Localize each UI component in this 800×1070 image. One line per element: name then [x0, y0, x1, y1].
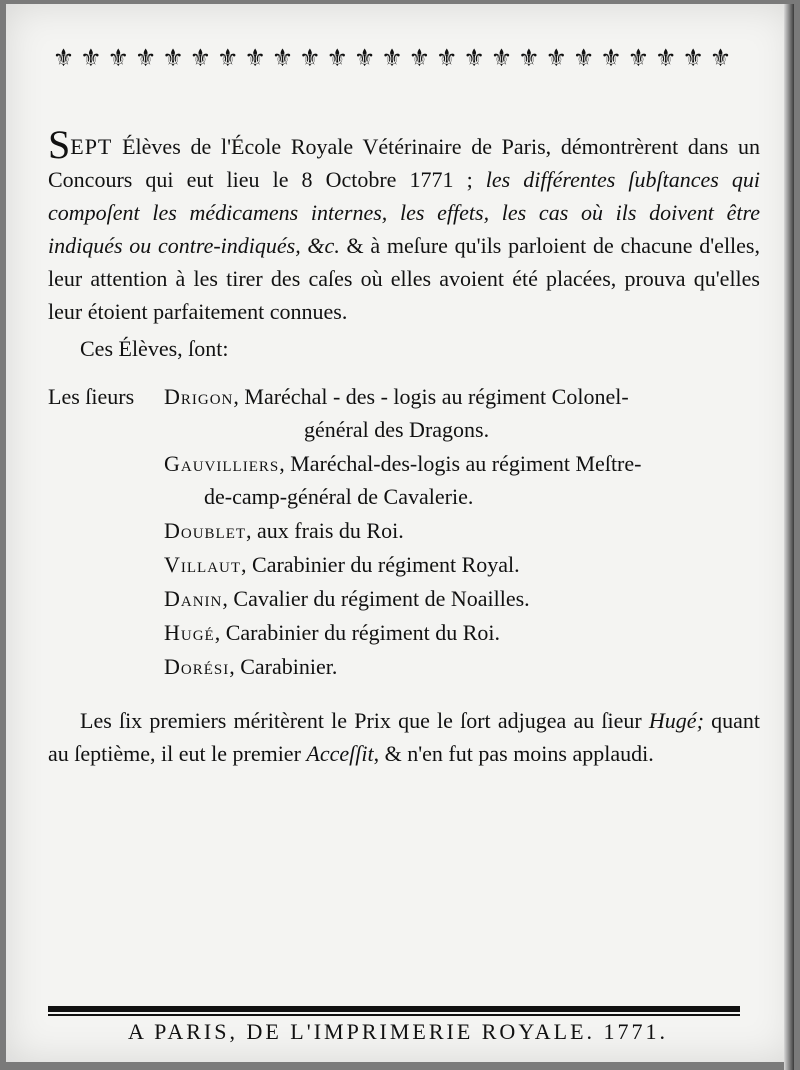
student-line [164, 514, 760, 547]
fleuron-ornament-band [50, 44, 734, 72]
paragraph-intro [48, 122, 760, 328]
student-name: Dorési [164, 654, 230, 679]
fleur-de-lis-icon: ⚜ [381, 44, 403, 72]
fleur-de-lis-icon: ⚜ [134, 44, 157, 72]
intro-text-a: Élèves de l'École Royale Vétérinaire de Paris, démontrèrent dans un Concours qui eut lieu le 8 Octobre 1771 ; [48, 134, 760, 192]
student-name: Danin [164, 586, 223, 611]
student-description-continued: de-camp-général de Cavalerie. [204, 484, 474, 509]
student-description: , Cavalier du régiment de Noailles. [222, 586, 530, 611]
fleur-de-lis-icon: ⚜ [627, 44, 650, 72]
fleur-de-lis-icon: ⚜ [353, 44, 376, 72]
fleur-de-lis-icon: ⚜ [216, 44, 239, 72]
student-name: Drigon [164, 384, 234, 409]
student-lead: Les ſieurs [48, 384, 135, 409]
fleur-de-lis-icon: ⚜ [709, 44, 732, 72]
student-list [48, 380, 760, 684]
fleur-de-lis-icon: ⚜ [654, 44, 677, 72]
fleur-de-lis-icon: ⚜ [271, 44, 294, 72]
student-entry [48, 616, 760, 649]
result-text-a: Les ſix premiers méritèrent le Prix que le ſort adjugea au ſieur [80, 708, 649, 733]
fleur-de-lis-icon: ⚜ [490, 44, 513, 72]
student-description: , Carabinier. [229, 654, 338, 679]
fleur-de-lis-icon: ⚜ [107, 44, 129, 72]
student-name: Doublet [164, 518, 247, 543]
student-line [164, 380, 760, 413]
fleur-de-lis-icon: ⚜ [572, 44, 595, 72]
fleur-de-lis-icon: ⚜ [518, 44, 540, 72]
result-text-c: , & n'en fut pas moins applaudi. [373, 741, 654, 766]
fleur-de-lis-icon: ⚜ [326, 44, 348, 72]
fleur-de-lis-icon: ⚜ [80, 44, 102, 72]
student-description: , aux frais du Roi. [246, 518, 404, 543]
paragraph-students-intro [48, 332, 792, 365]
student-description: , Carabinier du régiment du Roi. [214, 620, 501, 645]
intro-italic: les différentes ſubſtances qui compoſent les médicamens internes, les effets, les cas où ils doivent être indiqués ou contre-indiqués, &c. [48, 167, 760, 258]
fleur-de-lis-icon: ⚜ [299, 44, 321, 72]
imprint-line: A PARIS, DE L'IMPRIMERIE ROYALE. 1771. [127, 1019, 669, 1044]
fleur-de-lis-icon: ⚜ [408, 44, 431, 72]
student-description-continued: général des Dragons. [304, 417, 490, 442]
result-text-b: quant au ſeptième, il eut le premier [48, 708, 760, 766]
student-entry [48, 548, 760, 581]
page-edge-shadow [784, 4, 794, 1070]
document-page [6, 4, 794, 1062]
bottom-thin-rule [48, 1014, 740, 1016]
student-line [164, 447, 760, 480]
student-line [164, 650, 760, 683]
student-line [164, 548, 760, 581]
paragraph-result [48, 704, 760, 770]
fleur-de-lis-icon: ⚜ [244, 44, 266, 72]
student-description: , Maréchal-des-logis au régiment Meſtre- [279, 451, 642, 476]
student-entry [48, 514, 760, 547]
fleur-de-lis-icon: ⚜ [435, 44, 458, 72]
fleur-de-lis-icon: ⚜ [600, 44, 622, 72]
student-entry [48, 650, 760, 683]
result-italic-name: Hugé; [648, 708, 704, 733]
student-line [164, 616, 760, 649]
student-description: , Maréchal - des - logis au régiment Colonel- [233, 384, 629, 409]
student-description: , Carabinier du régiment Royal. [241, 552, 520, 577]
fleur-de-lis-icon: ⚜ [463, 44, 485, 72]
students-intro-text: Ces Élèves, ſont: [80, 336, 229, 361]
bottom-thick-rule [48, 1006, 740, 1012]
fleur-de-lis-icon: ⚜ [52, 44, 75, 72]
intro-text-b: & à meſure qu'ils parloient de chacune d'elles, leur attention à les tirer des caſes où elles avoient été placées, prouva qu'elles leur étoient parfaitement connues. [48, 233, 760, 324]
result-italic-accessit: Acceſſit [306, 741, 374, 766]
fleur-de-lis-icon: ⚜ [189, 44, 212, 72]
student-name: Gauvilliers [164, 451, 280, 476]
student-name: Villaut [164, 552, 242, 577]
fleur-de-lis-icon: ⚜ [162, 44, 184, 72]
student-name: Hugé [164, 620, 215, 645]
student-entry [48, 582, 760, 615]
lead-caps: EPT [70, 134, 113, 159]
student-entry [48, 447, 760, 513]
student-entry [48, 380, 760, 446]
drop-cap: S [48, 122, 71, 167]
fleur-de-lis-icon: ⚜ [682, 44, 704, 72]
fleur-de-lis-icon: ⚜ [545, 44, 567, 72]
student-line [164, 582, 760, 615]
